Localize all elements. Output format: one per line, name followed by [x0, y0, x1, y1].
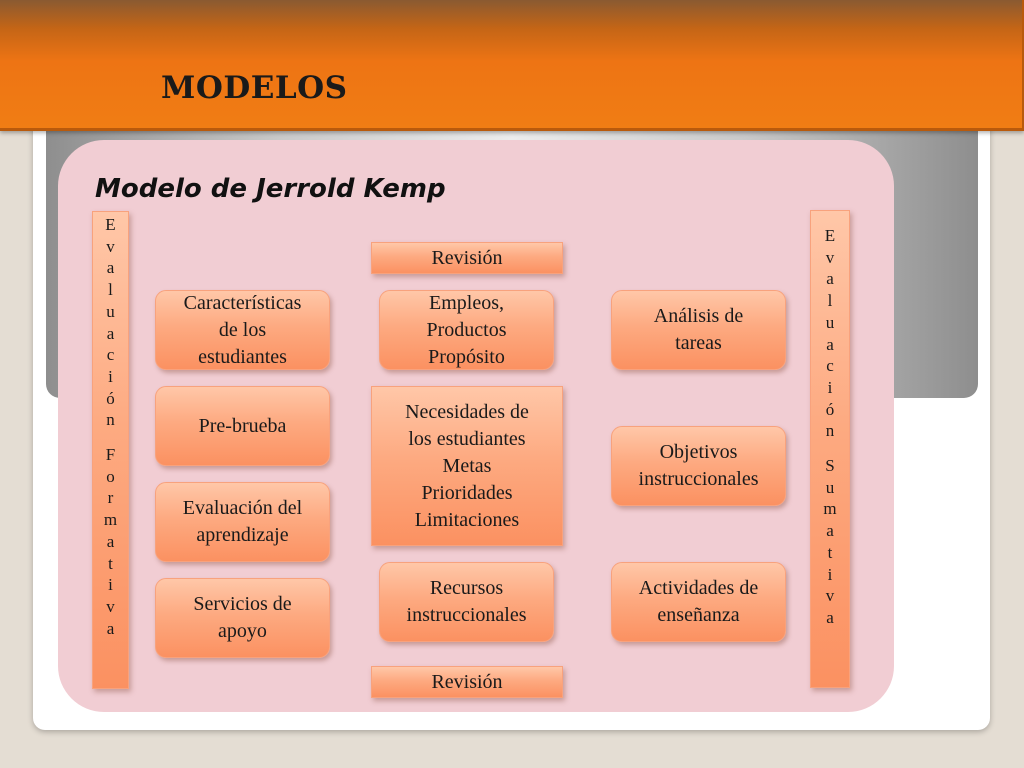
slide-title: MODELOS — [161, 70, 348, 106]
objetivos-box: Objetivos instruccionales — [611, 426, 786, 506]
necesidades-box: Necesidades de los estudiantes Metas Prioridades Limitaciones — [371, 386, 563, 546]
diagram-subtitle: Modelo de Jerrold Kemp — [95, 174, 446, 204]
evaluacion-sumativa-bar — [810, 210, 850, 688]
right-bar-word1-label: E v a l u a c i ó n — [824, 226, 836, 441]
recursos-box: Recursos instruccionales — [379, 562, 554, 642]
empleos-box: Empleos, Productos Propósito — [379, 290, 554, 370]
right-bar-word2-label: S u m a t i v a — [823, 456, 837, 627]
prebrueba-box: Pre-brueba — [155, 386, 330, 466]
revision-top-box: Revisión — [371, 242, 563, 274]
evaluacion-aprendizaje-box: Evaluación del aprendizaje — [155, 482, 330, 562]
caracteristicas-box: Características de los estudiantes — [155, 290, 330, 370]
left-bar-word2-label: F o r m a t i v a — [103, 445, 118, 638]
analisis-box: Análisis de tareas — [611, 290, 786, 370]
actividades-box: Actividades de enseñanza — [611, 562, 786, 642]
title-bar — [0, 0, 1024, 131]
revision-bottom-box: Revisión — [371, 666, 563, 698]
servicios-box: Servicios de apoyo — [155, 578, 330, 658]
left-bar-word1-label: E v a l u a c i ó n — [105, 215, 116, 430]
evaluacion-formativa-bar — [92, 211, 129, 689]
